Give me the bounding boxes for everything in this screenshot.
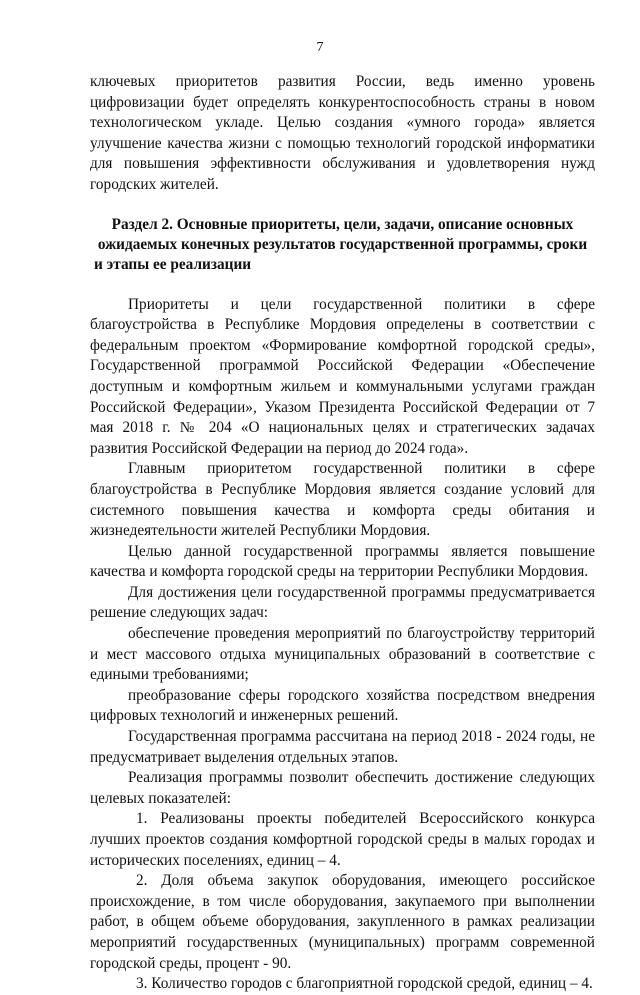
- page-number: 7: [316, 40, 324, 55]
- paragraph-task-2: преобразование сферы городского хозяйства посредством внедрения цифровых технологий и инженерных решений.: [90, 686, 595, 725]
- paragraph-indicator-2: 2. Доля объема закупок оборудования, имеющего российское происхождение, в том числе оборудования, закупаемого при выполнении работ, в общем объеме оборудования, закупленного в рамках реализации мероприятий государственных (муниципальных) программ современной городской среды, процент - 90.: [90, 872, 595, 972]
- document-body: [90, 72, 595, 995]
- paragraph-priorities: Приоритеты и цели государственной политики в сфере благоустройства в Республике Мордовия определены в соответствии с федеральным проектом «Формирование комфортной городской среды», Государственной программой Российской Федерации «Обеспечение доступным и комфортным жильем и коммунальными услугами граждан Российской Федерации», Указом Президента Российской Федерации от 7 мая 2018 г. № 204 «О национальных целях и стратегических задачах развития Российской Федерации на период до 2024 года».: [90, 295, 595, 457]
- paragraph-indicators-intro: Реализация программы позволит обеспечить достижение следующих целевых показателей:: [90, 769, 595, 807]
- paragraph-tasks-intro: Для достижения цели государственной программы предусматривается решение следующих задач:: [90, 583, 595, 622]
- paragraph-period: Государственная программа рассчитана на период 2018 - 2024 годы, не предусматривает выделения отдельных этапов.: [90, 728, 595, 766]
- paragraph-goal: Целью данной государственной программы является повышение качества и комфорта городской среды на территории Республики Мордовия.: [90, 542, 595, 581]
- paragraph-indicator-1: 1. Реализованы проекты победителей Всероссийского конкурса лучших проектов создания комфортной городской среды в малых городах и исторических поселениях, единиц – 4.: [90, 810, 595, 869]
- paragraph-main-priority: Главным приоритетом государственной политики в сфере благоустройства в Республике Мордовия является создание условий для системного повышения качества и комфорта среды обитания и жизнедеятельности жителей Республики Мордовия.: [90, 460, 595, 540]
- paragraph-indicator-3: 3. Количество городов с благоприятной городской средой, единиц – 4.: [136, 975, 593, 993]
- paragraph-task-1: обеспечение проведения мероприятий по благоустройству территорий и мест массового отдыха муниципальных образований в соответствие с едиными требованиями;: [90, 625, 595, 684]
- section-heading: Раздел 2. Основные приоритеты, цели, задачи, описание основных ожидаемых конечных результатов государственной программы, сроки и этапы ее реализации: [94, 215, 588, 273]
- intro-paragraph: ключевых приоритетов развития России, ведь именно уровень цифровизации будет определять конкурентоспособность страны в новом технологическом укладе. Целью создания «умного города» является улучшение качества жизни с помощью технологий городской информатики для повышения эффективности обслуживания и удовлетворения нужд городских жителей.: [90, 73, 595, 193]
